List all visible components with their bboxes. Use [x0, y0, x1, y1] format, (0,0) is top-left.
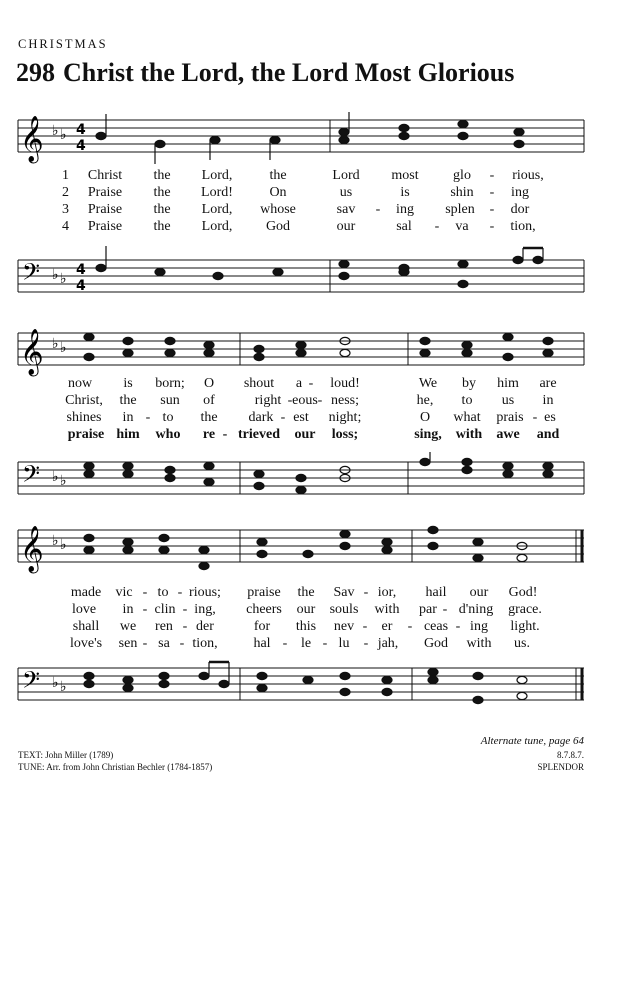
syllable: sen [118, 636, 138, 651]
syllable: is [400, 185, 410, 200]
lyric-line [0, 585, 640, 602]
syllable: him [497, 376, 519, 391]
syllable: ing [511, 185, 529, 200]
syllable: splen [445, 202, 475, 217]
syllable: lu [338, 636, 350, 651]
syllable: re [202, 427, 216, 442]
syllable: shines [66, 410, 102, 425]
syllable: in [122, 602, 134, 617]
svg-text:♭: ♭ [60, 537, 67, 553]
syllable: glo [453, 168, 471, 183]
syllable: dor [510, 202, 530, 217]
syllable: sav [336, 202, 356, 217]
syllable: We [418, 376, 438, 391]
syllable: the [119, 393, 137, 408]
syllable: - [455, 619, 461, 634]
syllable: tion, [192, 636, 218, 651]
svg-text:♭: ♭ [52, 469, 59, 485]
bass-clef-icon: 𝄢 [22, 258, 41, 291]
syllable: prais [496, 410, 524, 425]
verse-number: 3 [62, 202, 69, 217]
syllable: - [282, 636, 288, 651]
syllable: God! [508, 585, 538, 600]
syllable: eous [292, 393, 318, 408]
syllable: love's [69, 636, 103, 651]
syllable: - [362, 619, 368, 634]
syllable: our [469, 585, 489, 600]
verse-number: 4 [62, 219, 69, 234]
treble-clef-icon: 𝄞 [20, 526, 44, 572]
treble-clef-icon: 𝄞 [20, 329, 44, 375]
syllable: in [542, 393, 554, 408]
syllable: Praise [87, 219, 123, 234]
syllable: - [532, 410, 538, 425]
syllable: ing [470, 619, 488, 634]
syllable: d'ning [458, 602, 494, 617]
syllable: - [442, 602, 448, 617]
syllable: est [293, 410, 309, 425]
syllable: souls [329, 602, 359, 617]
syllable: - [308, 376, 314, 391]
bass-staff-system-2 [0, 452, 640, 512]
svg-text:♭: ♭ [60, 473, 67, 489]
syllable: loss; [331, 427, 359, 442]
syllable: nev [333, 619, 355, 634]
syllable: - [489, 219, 495, 234]
meter: 8.7.8.7. [557, 750, 584, 760]
syllable: Lord [332, 168, 360, 183]
syllable: our [294, 427, 316, 442]
svg-text:♭: ♭ [52, 336, 59, 352]
bass-staff-system-1 [0, 246, 640, 306]
syllable: hail [425, 585, 447, 600]
syllable: - [179, 636, 185, 651]
svg-text:4: 4 [76, 122, 86, 138]
syllable: rious; [189, 585, 221, 600]
syllable: praise [247, 585, 281, 600]
syllable: the [153, 219, 171, 234]
hymn-title-text: Christ the Lord, the Lord Most Glorious [63, 58, 515, 87]
syllable: - [407, 619, 413, 634]
syllable: rious, [512, 168, 544, 183]
syllable: is [123, 376, 133, 391]
lyric-line [0, 427, 640, 444]
syllable: Christ, [65, 393, 103, 408]
svg-text:♭: ♭ [52, 267, 59, 283]
syllable: for [253, 619, 271, 634]
syllable: with [374, 602, 400, 617]
syllable: par [419, 602, 437, 617]
svg-text:♭: ♭ [52, 123, 59, 139]
verse-number: 1 [62, 168, 69, 183]
syllable: with [455, 427, 483, 442]
lyric-line [0, 410, 640, 427]
syllable: - [145, 410, 151, 425]
syllable: grace. [508, 602, 542, 617]
hymn-title [16, 58, 514, 88]
syllable: God [423, 636, 449, 651]
syllable: On [269, 185, 287, 200]
syllable: O [203, 376, 215, 391]
syllable: jah, [377, 636, 399, 651]
syllable: Lord! [201, 185, 233, 200]
syllable: right [254, 393, 282, 408]
syllable: us [339, 185, 353, 200]
syllable: to [461, 393, 473, 408]
syllable: whose [260, 202, 296, 217]
syllable: us. [514, 636, 530, 651]
syllable: the [153, 202, 171, 217]
syllable: O [419, 410, 431, 425]
syllable: trieved [238, 427, 280, 442]
svg-text:♭: ♭ [52, 675, 59, 691]
lyric-line [0, 602, 640, 619]
syllable: - [222, 427, 228, 442]
lyric-line [0, 393, 640, 410]
syllable: he, [416, 393, 434, 408]
syllable: - [434, 219, 440, 234]
syllable: - [287, 393, 293, 408]
syllable: - [489, 202, 495, 217]
syllable: - [142, 585, 148, 600]
alternate-tune-note: Alternate tune, page 64 [480, 735, 584, 747]
syllable: - [142, 636, 148, 651]
lyric-line [0, 185, 640, 202]
syllable: night; [328, 410, 362, 425]
syllable: born; [155, 376, 185, 391]
syllable: - [489, 185, 495, 200]
syllable: - [280, 410, 286, 425]
syllable: shout [243, 376, 275, 391]
syllable: now [67, 376, 93, 391]
syllable: the [153, 185, 171, 200]
syllable: God [265, 219, 291, 234]
tune-name: SPLENDOR [537, 762, 584, 772]
hymn-number: 298 [16, 58, 55, 87]
section-label: CHRISTMAS [18, 37, 108, 51]
syllable: the [153, 168, 171, 183]
syllable: - [142, 602, 148, 617]
syllable: him [116, 427, 140, 442]
syllable: - [182, 619, 188, 634]
svg-text:♭: ♭ [60, 679, 67, 695]
syllable: this [295, 619, 317, 634]
syllable: to [162, 410, 174, 425]
syllable: Lord, [201, 168, 233, 183]
syllable: love [71, 602, 97, 617]
syllable: le [300, 636, 312, 651]
syllable: made [70, 585, 102, 600]
syllable: in [122, 410, 134, 425]
syllable: tion, [510, 219, 536, 234]
syllable: ness; [331, 393, 359, 408]
syllable: sa [158, 636, 170, 651]
svg-text:♭: ♭ [52, 533, 59, 549]
syllable: are [539, 376, 557, 391]
syllable: sun [160, 393, 180, 408]
syllable: most [391, 168, 419, 183]
svg-text:4: 4 [76, 278, 86, 294]
syllable: ior, [377, 585, 397, 600]
syllable: who [155, 427, 181, 442]
syllable: awe [496, 427, 520, 442]
lyric-line [0, 376, 640, 393]
syllable: our [336, 219, 356, 234]
lyric-line [0, 219, 640, 236]
syllable: ren [155, 619, 173, 634]
syllable: with [466, 636, 492, 651]
syllable: Praise [87, 185, 123, 200]
syllable: va [455, 219, 469, 234]
tune-credit: TUNE: Arr. from John Christian Bechler (1784-1857) [18, 762, 213, 772]
bass-staff-system-3 [0, 658, 640, 718]
treble-clef-icon: 𝄞 [20, 116, 44, 162]
syllable: by [462, 376, 476, 391]
syllable: ing [396, 202, 414, 217]
syllable: us [501, 393, 515, 408]
syllable: Praise [87, 202, 123, 217]
syllable: a [295, 376, 303, 391]
syllable: shall [72, 619, 100, 634]
syllable: dark [248, 410, 274, 425]
syllable: der [196, 619, 214, 634]
syllable: - [317, 393, 323, 408]
syllable: - [363, 636, 369, 651]
syllable: Lord, [201, 202, 233, 217]
syllable: hal [253, 636, 271, 651]
syllable: - [363, 585, 369, 600]
syllable: praise [67, 427, 105, 442]
verse-number: 2 [62, 185, 69, 200]
syllable: what [453, 410, 481, 425]
svg-text:♭: ♭ [60, 340, 67, 356]
lyric-line [0, 619, 640, 636]
syllable: sal [396, 219, 412, 234]
syllable: - [489, 168, 495, 183]
syllable: loud! [330, 376, 360, 391]
syllable: - [182, 602, 188, 617]
syllable: ing, [194, 602, 216, 617]
syllable: the [200, 410, 218, 425]
syllable: shin [450, 185, 474, 200]
syllable: sing, [414, 427, 442, 442]
syllable: we [119, 619, 137, 634]
lyric-line [0, 168, 640, 185]
syllable: - [322, 636, 328, 651]
treble-staff-system-1 [0, 110, 640, 170]
lyric-line [0, 202, 640, 219]
svg-text:4: 4 [76, 138, 86, 154]
syllable: of [203, 393, 215, 408]
syllable: Lord, [201, 219, 233, 234]
text-credit: TEXT: John Miller (1789) [18, 750, 114, 760]
bass-clef-icon: 𝄢 [22, 666, 41, 699]
syllable: vic [115, 585, 133, 600]
svg-text:♭: ♭ [60, 127, 67, 143]
syllable: light. [510, 619, 540, 634]
syllable: cheers [246, 602, 282, 617]
syllable: and [536, 427, 560, 442]
syllable: Christ [87, 168, 123, 183]
syllable: Sav [333, 585, 355, 600]
syllable: clin [154, 602, 176, 617]
lyric-line [0, 636, 640, 653]
syllable: the [269, 168, 287, 183]
syllable: our [296, 602, 316, 617]
syllable: - [375, 202, 381, 217]
treble-staff-system-3 [0, 522, 640, 582]
syllable: ceas [423, 619, 449, 634]
syllable: to [157, 585, 169, 600]
syllable: er [381, 619, 393, 634]
svg-text:♭: ♭ [60, 271, 67, 287]
syllable: - [177, 585, 183, 600]
syllable: the [297, 585, 315, 600]
svg-text:4: 4 [76, 262, 86, 278]
syllable: es [544, 410, 556, 425]
bass-clef-icon: 𝄢 [22, 460, 41, 493]
